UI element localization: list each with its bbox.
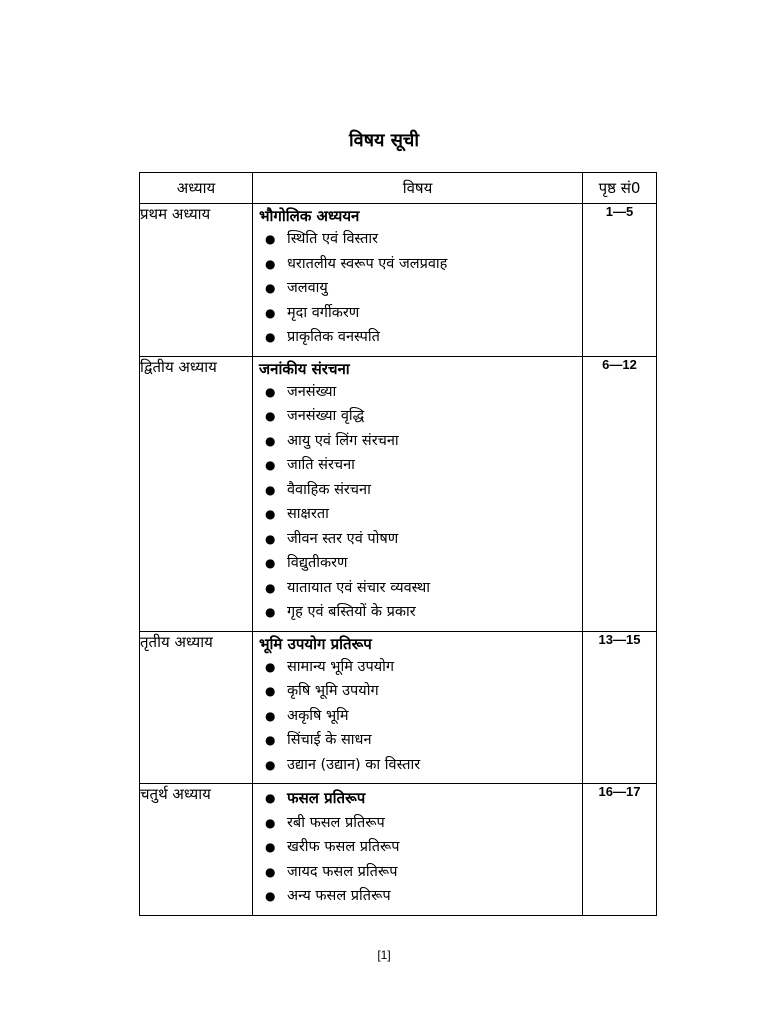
item-list bbox=[253, 227, 582, 356]
topic-heading: भौगोलिक अध्ययन bbox=[259, 207, 360, 225]
bullet-icon: ● bbox=[265, 409, 276, 423]
topic-heading: भूमि उपयोग प्रतिरूप bbox=[259, 634, 372, 653]
list-item: ● अकृषि भूमि bbox=[259, 704, 582, 729]
list-item: ● धरातलीय स्वरूप एवं जलप्रवाह bbox=[259, 252, 582, 277]
bullet-icon: ● bbox=[265, 305, 276, 320]
bullet-icon: ● bbox=[265, 458, 276, 472]
bullet-icon: ● bbox=[265, 733, 276, 747]
bullet-icon: ● bbox=[265, 889, 276, 903]
table-row bbox=[140, 784, 657, 916]
list-item: ● कृषि भूमि उपयोग bbox=[259, 679, 582, 704]
header-page: पृष्ठ सं0 bbox=[583, 173, 657, 204]
list-item: ● जायद फसल प्रतिरूप bbox=[259, 860, 582, 885]
list-item: ● जाति संरचना bbox=[259, 453, 582, 478]
page-number: [1] bbox=[377, 948, 391, 962]
page-title: विषय सूची bbox=[348, 130, 420, 151]
chapter-cell: द्वितीय अध्याय bbox=[140, 356, 253, 631]
list-item: ● आयु एवं लिंग संरचना bbox=[259, 429, 582, 454]
bullet-icon: ● bbox=[265, 433, 276, 448]
list-item: ● सामान्य भूमि उपयोग bbox=[259, 655, 582, 680]
page-range-cell: 16—17 bbox=[583, 784, 657, 916]
item-list bbox=[253, 655, 582, 784]
bullet-icon: ● bbox=[265, 232, 276, 246]
list-item: ● स्थिति एवं विस्तार bbox=[259, 227, 582, 252]
bullet-icon: ● bbox=[265, 384, 276, 399]
bullet-icon: ● bbox=[265, 507, 276, 521]
subject-cell bbox=[253, 356, 583, 631]
topic-heading: जनांकीय संरचना bbox=[259, 359, 350, 378]
item-list bbox=[253, 380, 582, 631]
bullet-icon: ● bbox=[265, 330, 276, 344]
bullet-icon: ● bbox=[265, 580, 276, 595]
list-item: ● उद्यान (उद्यान) का विस्तार bbox=[259, 753, 582, 778]
bullet-icon: ● bbox=[265, 281, 276, 295]
bullet-icon: ● bbox=[265, 840, 276, 854]
bullet-icon: ● bbox=[265, 605, 276, 619]
bullet-icon: ● bbox=[265, 482, 276, 497]
page-range-cell: 6—12 bbox=[583, 356, 657, 631]
list-item: ● साक्षरता bbox=[259, 502, 582, 527]
subject-cell bbox=[253, 204, 583, 357]
list-item: ● प्राकृतिक वनस्पति bbox=[259, 325, 582, 350]
table-row bbox=[140, 631, 657, 784]
bullet-icon: ● bbox=[265, 531, 276, 546]
list-item: ● मृदा वर्गीकरण bbox=[259, 301, 582, 326]
subject-cell bbox=[253, 784, 583, 916]
bullet-icon: ● bbox=[265, 659, 276, 674]
header-row bbox=[140, 173, 657, 204]
bullet-icon: ● bbox=[265, 708, 276, 723]
contents-table bbox=[139, 172, 657, 916]
list-item: ● वैवाहिक संरचना bbox=[259, 478, 582, 503]
list-item: ● फसल प्रतिरूप bbox=[259, 786, 582, 811]
list-item: ● यातायात एवं संचार व्यवस्था bbox=[259, 576, 582, 601]
list-item: ● रबी फसल प्रतिरूप bbox=[259, 811, 582, 836]
bullet-icon: ● bbox=[265, 864, 276, 879]
list-item: ● जनसंख्या bbox=[259, 380, 582, 405]
bullet-icon: ● bbox=[265, 684, 276, 698]
list-item: ● गृह एवं बस्तियों के प्रकार bbox=[259, 600, 582, 625]
list-item: ● जलवायु bbox=[259, 276, 582, 301]
header-subject: विषय bbox=[253, 173, 583, 204]
list-item: ● अन्य फसल प्रतिरूप bbox=[259, 884, 582, 909]
page-range-cell: 1—5 bbox=[583, 204, 657, 357]
subject-cell bbox=[253, 631, 583, 784]
bullet-icon: ● bbox=[265, 556, 276, 570]
bullet-icon: ● bbox=[265, 815, 276, 830]
bullet-icon: ● bbox=[265, 791, 276, 805]
list-item: ● सिंचाई के साधन bbox=[259, 728, 582, 753]
bullet-icon: ● bbox=[265, 757, 276, 772]
bullet-icon: ● bbox=[265, 256, 276, 271]
list-item: ● जीवन स्तर एवं पोषण bbox=[259, 527, 582, 552]
table-row bbox=[140, 356, 657, 631]
list-item: ● विद्युतीकरण bbox=[259, 551, 582, 576]
page-range-cell: 13—15 bbox=[583, 631, 657, 784]
chapter-cell: चतुर्थ अध्याय bbox=[140, 784, 253, 916]
chapter-cell: प्रथम अध्याय bbox=[140, 204, 253, 357]
chapter-cell: तृतीय अध्याय bbox=[140, 631, 253, 784]
list-item: ● जनसंख्या वृद्धि bbox=[259, 404, 582, 429]
item-list bbox=[253, 784, 582, 915]
list-item: ● खरीफ फसल प्रतिरूप bbox=[259, 835, 582, 860]
table-row bbox=[140, 204, 657, 357]
header-chapter: अध्याय bbox=[140, 173, 253, 204]
